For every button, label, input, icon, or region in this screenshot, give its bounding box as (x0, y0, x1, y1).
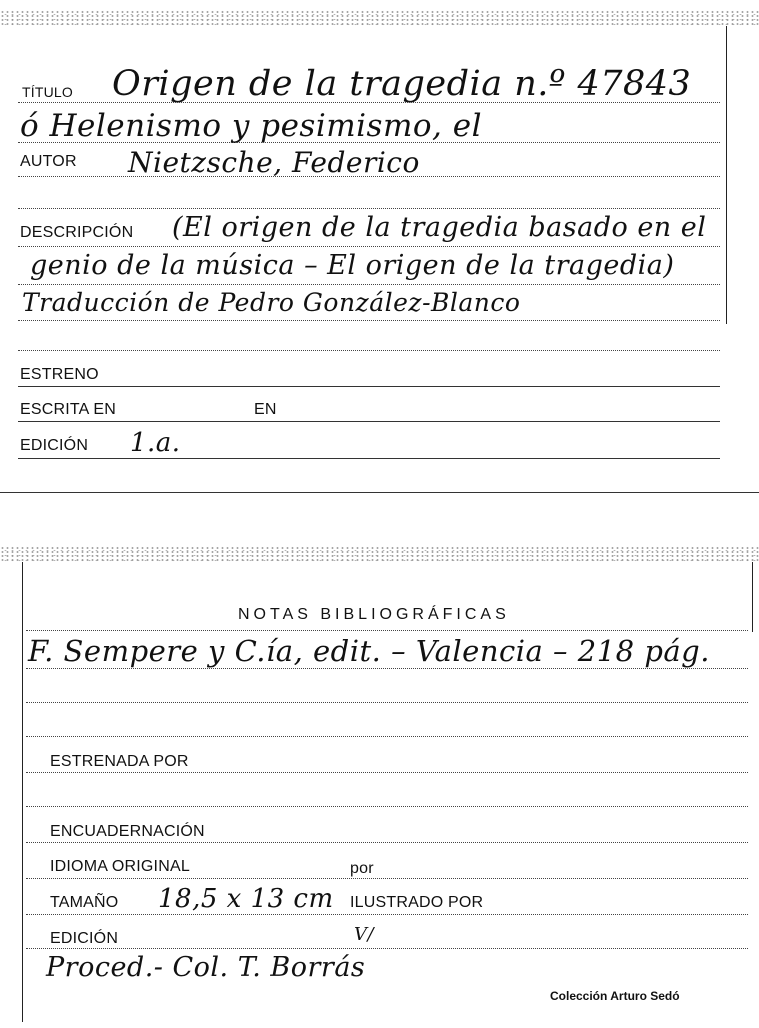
autor-value: Nietzsche, Federico (128, 146, 420, 179)
edicion-mark: V/ (354, 924, 375, 945)
estreno-line (18, 386, 720, 387)
card-top-edge (0, 10, 759, 26)
estrenada-por-line (26, 772, 748, 773)
encuadernacion-label: ENCUADERNACIÓN (50, 823, 205, 840)
notas-heading: NOTAS BIBLIOGRÁFICAS (238, 606, 510, 623)
card-bottom-right-border (752, 562, 753, 632)
coleccion-credit: Colección Arturo Sedó (550, 989, 680, 1003)
card-bottom-left-border (22, 562, 23, 1022)
ilustrado-por-label: ILUSTRADO POR (350, 894, 484, 911)
titulo-line-1 (18, 102, 720, 103)
estrenada-por-label: ESTRENADA POR (50, 753, 189, 770)
notas-line-1 (26, 630, 748, 631)
titulo-label: TÍTULO (22, 84, 73, 100)
autor-label: AUTOR (20, 153, 77, 170)
edicion-label: EDICIÓN (20, 437, 89, 454)
notas-line-3 (26, 702, 748, 703)
descripcion-value-line1: (El origen de la tragedia basado en el (172, 212, 707, 243)
edicion-label-bottom: EDICIÓN (50, 930, 119, 947)
descripcion-line-2 (18, 284, 720, 285)
blank-line-1 (18, 208, 720, 209)
notas-line-2 (26, 668, 748, 669)
descripcion-line-1 (18, 246, 720, 247)
blank-line-2 (18, 350, 720, 351)
proced-value: Proced.- Col. T. Borrás (46, 952, 366, 983)
titulo-value-line1: Origen de la tragedia n.º 47843 (112, 64, 692, 104)
descripcion-value-line2: genio de la música – El origen de la tragedia) (30, 250, 675, 281)
titulo-value-line2: ó Helenismo y pesimismo, el (20, 108, 482, 144)
edicion-line (18, 458, 720, 459)
notas-value: F. Sempere y C.ía, edit. – Valencia – 218 pág. (28, 634, 710, 668)
catalog-card-bottom (0, 540, 759, 1028)
escrita-en-label: ESCRITA EN (20, 401, 116, 418)
encuadernacion-line (26, 842, 748, 843)
notas-line-4 (26, 736, 748, 737)
edicion-line-bottom (26, 948, 748, 949)
en-label: EN (254, 401, 277, 418)
card-top-bottom-edge (0, 492, 759, 493)
estreno-label: ESTRENO (20, 366, 99, 383)
autor-line (18, 176, 720, 177)
tamano-value: 18,5 x 13 cm (158, 884, 334, 914)
card-bottom-edge (0, 546, 759, 562)
tamano-label: TAMAÑO (50, 894, 119, 911)
blank-line-3 (26, 806, 748, 807)
catalog-card-top (0, 0, 759, 500)
card-top-right-border (726, 26, 727, 324)
escrita-en-line (18, 421, 720, 422)
descripcion-line-3 (18, 320, 720, 321)
titulo-line-2 (18, 142, 720, 143)
idioma-line (26, 878, 748, 879)
idioma-original-label: IDIOMA ORIGINAL (50, 858, 190, 875)
descripcion-value-line3: Traducción de Pedro González-Blanco (22, 288, 521, 317)
tamano-line (26, 914, 748, 915)
edicion-value: 1.a. (130, 428, 181, 458)
por-label: por (350, 860, 374, 877)
descripcion-label: DESCRIPCIÓN (20, 224, 134, 241)
